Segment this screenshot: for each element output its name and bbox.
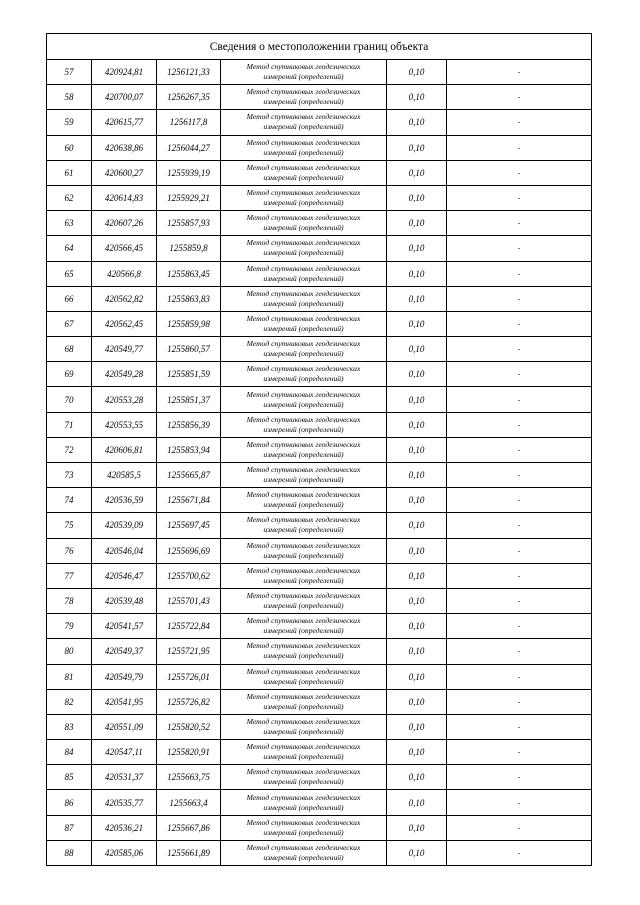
method-line-2: измерений (определений): [263, 399, 344, 409]
note-cell: -: [447, 840, 592, 865]
accuracy-cell: 0,10: [387, 815, 447, 840]
x-coordinate-cell: 420549,79: [92, 664, 157, 689]
x-coordinate-cell: 420606,81: [92, 437, 157, 462]
x-coordinate-cell: 420531,37: [92, 765, 157, 790]
x-coordinate-cell: 420614,83: [92, 185, 157, 210]
point-number-cell: 75: [47, 513, 92, 538]
method-cell: [221, 538, 387, 563]
method-line-1: Метод спутниковых геодезических: [246, 137, 361, 147]
x-coordinate-cell: 420638,86: [92, 135, 157, 160]
y-coordinate-cell: 1255697,45: [157, 513, 221, 538]
point-number-cell: 69: [47, 362, 92, 387]
point-number-cell: 80: [47, 639, 92, 664]
note-cell: -: [447, 689, 592, 714]
accuracy-cell: 0,10: [387, 286, 447, 311]
method-cell: [221, 286, 387, 311]
accuracy-cell: 0,10: [387, 488, 447, 513]
table-row: [47, 689, 592, 714]
method-line-2: измерений (определений): [263, 626, 344, 636]
method-line-1: Метод спутниковых геодезических: [246, 515, 361, 525]
method-line-1: Метод спутниковых геодезических: [246, 238, 361, 248]
table-row: [47, 790, 592, 815]
method-cell: [221, 362, 387, 387]
point-number-cell: 57: [47, 60, 92, 85]
y-coordinate-cell: 1255859,98: [157, 311, 221, 336]
y-coordinate-cell: 1255700,62: [157, 563, 221, 588]
accuracy-cell: 0,10: [387, 563, 447, 588]
method-line-1: Метод спутниковых геодезических: [246, 465, 361, 475]
method-line-2: измерений (определений): [263, 601, 344, 611]
method-cell: [221, 588, 387, 613]
accuracy-cell: 0,10: [387, 261, 447, 286]
method-cell: [221, 185, 387, 210]
y-coordinate-cell: 1255663,4: [157, 790, 221, 815]
point-number-cell: 66: [47, 286, 92, 311]
y-coordinate-cell: 1255863,45: [157, 261, 221, 286]
accuracy-cell: 0,10: [387, 513, 447, 538]
method-cell: [221, 840, 387, 865]
method-line-1: Метод спутниковых геодезических: [246, 288, 361, 298]
table-row: [47, 362, 592, 387]
note-cell: -: [447, 488, 592, 513]
table-row: [47, 85, 592, 110]
method-cell: [221, 311, 387, 336]
method-cell: [221, 85, 387, 110]
method-line-1: Метод спутниковых геодезических: [246, 414, 361, 424]
method-line-1: Метод спутниковых геодезических: [246, 817, 361, 827]
method-cell: [221, 463, 387, 488]
table-row: [47, 639, 592, 664]
y-coordinate-cell: 1255667,86: [157, 815, 221, 840]
point-number-cell: 68: [47, 337, 92, 362]
table-row: [47, 513, 592, 538]
table-row: [47, 311, 592, 336]
method-cell: [221, 790, 387, 815]
method-cell: [221, 563, 387, 588]
x-coordinate-cell: 420700,07: [92, 85, 157, 110]
note-cell: -: [447, 387, 592, 412]
point-number-cell: 73: [47, 463, 92, 488]
table-row: [47, 387, 592, 412]
accuracy-cell: 0,10: [387, 588, 447, 613]
point-number-cell: 79: [47, 614, 92, 639]
method-line-1: Метод спутниковых геодезических: [246, 716, 361, 726]
y-coordinate-cell: 1255851,59: [157, 362, 221, 387]
method-line-1: Метод спутниковых геодезических: [246, 490, 361, 500]
method-line-2: измерений (определений): [263, 273, 344, 283]
note-cell: -: [447, 538, 592, 563]
x-coordinate-cell: 420536,59: [92, 488, 157, 513]
method-line-1: Метод спутниковых геодезических: [246, 641, 361, 651]
y-coordinate-cell: 1255663,75: [157, 765, 221, 790]
method-cell: [221, 135, 387, 160]
accuracy-cell: 0,10: [387, 790, 447, 815]
note-cell: -: [447, 437, 592, 462]
table-row: [47, 60, 592, 85]
note-cell: -: [447, 463, 592, 488]
method-line-1: Метод спутниковых геодезических: [246, 364, 361, 374]
method-line-2: измерений (определений): [263, 72, 344, 82]
note-cell: -: [447, 160, 592, 185]
table-row: [47, 135, 592, 160]
accuracy-cell: 0,10: [387, 740, 447, 765]
accuracy-cell: 0,10: [387, 714, 447, 739]
note-cell: -: [447, 588, 592, 613]
accuracy-cell: 0,10: [387, 362, 447, 387]
table-title-row: [47, 34, 592, 60]
y-coordinate-cell: 1256117,8: [157, 110, 221, 135]
method-cell: [221, 211, 387, 236]
note-cell: -: [447, 639, 592, 664]
x-coordinate-cell: 420562,82: [92, 286, 157, 311]
x-coordinate-cell: 420539,09: [92, 513, 157, 538]
table-row: [47, 412, 592, 437]
method-line-2: измерений (определений): [263, 726, 344, 736]
accuracy-cell: 0,10: [387, 437, 447, 462]
point-number-cell: 61: [47, 160, 92, 185]
x-coordinate-cell: 420541,57: [92, 614, 157, 639]
method-line-1: Метод спутниковых геодезических: [246, 565, 361, 575]
method-line-2: измерений (определений): [263, 198, 344, 208]
accuracy-cell: 0,10: [387, 689, 447, 714]
method-cell: [221, 261, 387, 286]
method-line-2: измерений (определений): [263, 852, 344, 862]
method-cell: [221, 815, 387, 840]
y-coordinate-cell: 1255696,69: [157, 538, 221, 563]
x-coordinate-cell: 420553,28: [92, 387, 157, 412]
method-line-2: измерений (определений): [263, 374, 344, 384]
accuracy-cell: 0,10: [387, 664, 447, 689]
accuracy-cell: 0,10: [387, 337, 447, 362]
method-line-1: Метод спутниковых геодезических: [246, 263, 361, 273]
method-line-2: измерений (определений): [263, 550, 344, 560]
note-cell: -: [447, 815, 592, 840]
method-line-2: измерений (определений): [263, 298, 344, 308]
method-line-1: Метод спутниковых геодезических: [246, 213, 361, 223]
table-row: [47, 488, 592, 513]
method-line-2: измерений (определений): [263, 827, 344, 837]
table-row: [47, 815, 592, 840]
method-line-2: измерений (определений): [263, 651, 344, 661]
point-number-cell: 83: [47, 714, 92, 739]
note-cell: -: [447, 261, 592, 286]
y-coordinate-cell: 1255929,21: [157, 185, 221, 210]
method-line-2: измерений (определений): [263, 223, 344, 233]
point-number-cell: 67: [47, 311, 92, 336]
table-row: [47, 185, 592, 210]
method-cell: [221, 689, 387, 714]
point-number-cell: 85: [47, 765, 92, 790]
method-line-1: Метод спутниковых геодезических: [246, 591, 361, 601]
method-cell: [221, 412, 387, 437]
y-coordinate-cell: 1256121,33: [157, 60, 221, 85]
y-coordinate-cell: 1255853,94: [157, 437, 221, 462]
y-coordinate-cell: 1255856,39: [157, 412, 221, 437]
table-row: [47, 740, 592, 765]
note-cell: -: [447, 60, 592, 85]
x-coordinate-cell: 420924,81: [92, 60, 157, 85]
x-coordinate-cell: 420546,47: [92, 563, 157, 588]
accuracy-cell: 0,10: [387, 639, 447, 664]
method-line-1: Метод спутниковых геодезических: [246, 112, 361, 122]
point-number-cell: 76: [47, 538, 92, 563]
method-line-2: измерений (определений): [263, 701, 344, 711]
y-coordinate-cell: 1255851,37: [157, 387, 221, 412]
y-coordinate-cell: 1255721,95: [157, 639, 221, 664]
point-number-cell: 63: [47, 211, 92, 236]
method-line-1: Метод спутниковых геодезических: [246, 540, 361, 550]
accuracy-cell: 0,10: [387, 211, 447, 236]
note-cell: -: [447, 740, 592, 765]
x-coordinate-cell: 420566,45: [92, 236, 157, 261]
note-cell: -: [447, 614, 592, 639]
table-row: [47, 160, 592, 185]
method-line-1: Метод спутниковых геодезических: [246, 439, 361, 449]
x-coordinate-cell: 420607,26: [92, 211, 157, 236]
table-row: [47, 840, 592, 865]
x-coordinate-cell: 420585,06: [92, 840, 157, 865]
note-cell: -: [447, 311, 592, 336]
point-number-cell: 70: [47, 387, 92, 412]
method-cell: [221, 614, 387, 639]
note-cell: -: [447, 362, 592, 387]
table-row: [47, 236, 592, 261]
note-cell: -: [447, 513, 592, 538]
x-coordinate-cell: 420551,09: [92, 714, 157, 739]
x-coordinate-cell: 420547,11: [92, 740, 157, 765]
note-cell: -: [447, 211, 592, 236]
x-coordinate-cell: 420549,28: [92, 362, 157, 387]
method-cell: [221, 513, 387, 538]
x-coordinate-cell: 420535,77: [92, 790, 157, 815]
method-line-1: Метод спутниковых геодезических: [246, 188, 361, 198]
method-line-1: Метод спутниковых геодезических: [246, 666, 361, 676]
method-line-1: Метод спутниковых геодезических: [246, 339, 361, 349]
accuracy-cell: 0,10: [387, 85, 447, 110]
method-line-2: измерений (определений): [263, 172, 344, 182]
method-line-2: измерений (определений): [263, 248, 344, 258]
method-line-2: измерений (определений): [263, 349, 344, 359]
table-row: [47, 588, 592, 613]
method-line-2: измерений (определений): [263, 147, 344, 157]
boundary-coordinates-table: [46, 33, 592, 866]
point-number-cell: 59: [47, 110, 92, 135]
method-line-2: измерений (определений): [263, 424, 344, 434]
point-number-cell: 71: [47, 412, 92, 437]
x-coordinate-cell: 420615,77: [92, 110, 157, 135]
method-cell: [221, 664, 387, 689]
method-line-2: измерений (определений): [263, 323, 344, 333]
note-cell: -: [447, 110, 592, 135]
x-coordinate-cell: 420600,27: [92, 160, 157, 185]
point-number-cell: 64: [47, 236, 92, 261]
method-line-1: Метод спутниковых геодезических: [246, 616, 361, 626]
method-cell: [221, 639, 387, 664]
accuracy-cell: 0,10: [387, 135, 447, 160]
point-number-cell: 72: [47, 437, 92, 462]
method-line-2: измерений (определений): [263, 752, 344, 762]
method-line-2: измерений (определений): [263, 500, 344, 510]
method-line-1: Метод спутниковых геодезических: [246, 767, 361, 777]
table-row: [47, 211, 592, 236]
y-coordinate-cell: 1256044,27: [157, 135, 221, 160]
point-number-cell: 60: [47, 135, 92, 160]
method-line-2: измерений (определений): [263, 777, 344, 787]
point-number-cell: 58: [47, 85, 92, 110]
note-cell: -: [447, 765, 592, 790]
method-line-1: Метод спутниковых геодезических: [246, 792, 361, 802]
method-line-1: Метод спутниковых геодезических: [246, 389, 361, 399]
table-row: [47, 714, 592, 739]
accuracy-cell: 0,10: [387, 840, 447, 865]
accuracy-cell: 0,10: [387, 412, 447, 437]
method-line-2: измерений (определений): [263, 802, 344, 812]
point-number-cell: 86: [47, 790, 92, 815]
table-row: [47, 261, 592, 286]
table-title: Сведения о местоположении границ объекта: [47, 34, 592, 60]
x-coordinate-cell: 420539,48: [92, 588, 157, 613]
note-cell: -: [447, 790, 592, 815]
note-cell: -: [447, 563, 592, 588]
method-line-1: Метод спутниковых геодезических: [246, 691, 361, 701]
point-number-cell: 78: [47, 588, 92, 613]
method-line-2: измерений (определений): [263, 449, 344, 459]
method-cell: [221, 387, 387, 412]
x-coordinate-cell: 420549,37: [92, 639, 157, 664]
y-coordinate-cell: 1256267,35: [157, 85, 221, 110]
accuracy-cell: 0,10: [387, 110, 447, 135]
table-row: [47, 614, 592, 639]
accuracy-cell: 0,10: [387, 160, 447, 185]
y-coordinate-cell: 1255701,43: [157, 588, 221, 613]
point-number-cell: 65: [47, 261, 92, 286]
y-coordinate-cell: 1255939,19: [157, 160, 221, 185]
y-coordinate-cell: 1255722,84: [157, 614, 221, 639]
note-cell: -: [447, 185, 592, 210]
x-coordinate-cell: 420585,5: [92, 463, 157, 488]
x-coordinate-cell: 420549,77: [92, 337, 157, 362]
table-row: [47, 437, 592, 462]
note-cell: -: [447, 135, 592, 160]
point-number-cell: 88: [47, 840, 92, 865]
table-body: [47, 34, 592, 866]
accuracy-cell: 0,10: [387, 60, 447, 85]
table-row: [47, 765, 592, 790]
method-line-1: Метод спутниковых геодезических: [246, 313, 361, 323]
point-number-cell: 62: [47, 185, 92, 210]
point-number-cell: 84: [47, 740, 92, 765]
note-cell: -: [447, 286, 592, 311]
method-cell: [221, 740, 387, 765]
table-row: [47, 538, 592, 563]
y-coordinate-cell: 1255665,87: [157, 463, 221, 488]
accuracy-cell: 0,10: [387, 387, 447, 412]
method-cell: [221, 236, 387, 261]
y-coordinate-cell: 1255863,83: [157, 286, 221, 311]
table-row: [47, 337, 592, 362]
accuracy-cell: 0,10: [387, 236, 447, 261]
y-coordinate-cell: 1255661,89: [157, 840, 221, 865]
method-cell: [221, 110, 387, 135]
method-line-2: измерений (определений): [263, 97, 344, 107]
accuracy-cell: 0,10: [387, 538, 447, 563]
x-coordinate-cell: 420536,21: [92, 815, 157, 840]
note-cell: -: [447, 236, 592, 261]
y-coordinate-cell: 1255857,93: [157, 211, 221, 236]
point-number-cell: 74: [47, 488, 92, 513]
point-number-cell: 87: [47, 815, 92, 840]
method-cell: [221, 60, 387, 85]
method-line-2: измерений (определений): [263, 676, 344, 686]
point-number-cell: 81: [47, 664, 92, 689]
accuracy-cell: 0,10: [387, 185, 447, 210]
note-cell: -: [447, 664, 592, 689]
x-coordinate-cell: 420566,8: [92, 261, 157, 286]
accuracy-cell: 0,10: [387, 765, 447, 790]
y-coordinate-cell: 1255671,84: [157, 488, 221, 513]
method-line-2: измерений (определений): [263, 475, 344, 485]
table-row: [47, 664, 592, 689]
y-coordinate-cell: 1255820,52: [157, 714, 221, 739]
method-line-1: Метод спутниковых геодезических: [246, 842, 361, 852]
method-line-1: Метод спутниковых геодезических: [246, 162, 361, 172]
note-cell: -: [447, 337, 592, 362]
table-row: [47, 463, 592, 488]
note-cell: -: [447, 714, 592, 739]
x-coordinate-cell: 420546,04: [92, 538, 157, 563]
method-cell: [221, 337, 387, 362]
x-coordinate-cell: 420541,95: [92, 689, 157, 714]
method-line-1: Метод спутниковых геодезических: [246, 742, 361, 752]
y-coordinate-cell: 1255860,57: [157, 337, 221, 362]
method-line-2: измерений (определений): [263, 575, 344, 585]
note-cell: -: [447, 412, 592, 437]
table-row: [47, 286, 592, 311]
method-cell: [221, 488, 387, 513]
accuracy-cell: 0,10: [387, 463, 447, 488]
method-cell: [221, 437, 387, 462]
y-coordinate-cell: 1255726,82: [157, 689, 221, 714]
y-coordinate-cell: 1255820,91: [157, 740, 221, 765]
table-row: [47, 563, 592, 588]
method-line-1: Метод спутниковых геодезических: [246, 62, 361, 72]
point-number-cell: 82: [47, 689, 92, 714]
method-line-2: измерений (определений): [263, 122, 344, 132]
method-cell: [221, 714, 387, 739]
method-line-2: измерений (определений): [263, 525, 344, 535]
x-coordinate-cell: 420562,45: [92, 311, 157, 336]
note-cell: -: [447, 85, 592, 110]
y-coordinate-cell: 1255859,8: [157, 236, 221, 261]
accuracy-cell: 0,10: [387, 614, 447, 639]
table-row: [47, 110, 592, 135]
method-line-1: Метод спутниковых геодезических: [246, 87, 361, 97]
method-cell: [221, 765, 387, 790]
x-coordinate-cell: 420553,55: [92, 412, 157, 437]
point-number-cell: 77: [47, 563, 92, 588]
y-coordinate-cell: 1255726,01: [157, 664, 221, 689]
accuracy-cell: 0,10: [387, 311, 447, 336]
method-cell: [221, 160, 387, 185]
